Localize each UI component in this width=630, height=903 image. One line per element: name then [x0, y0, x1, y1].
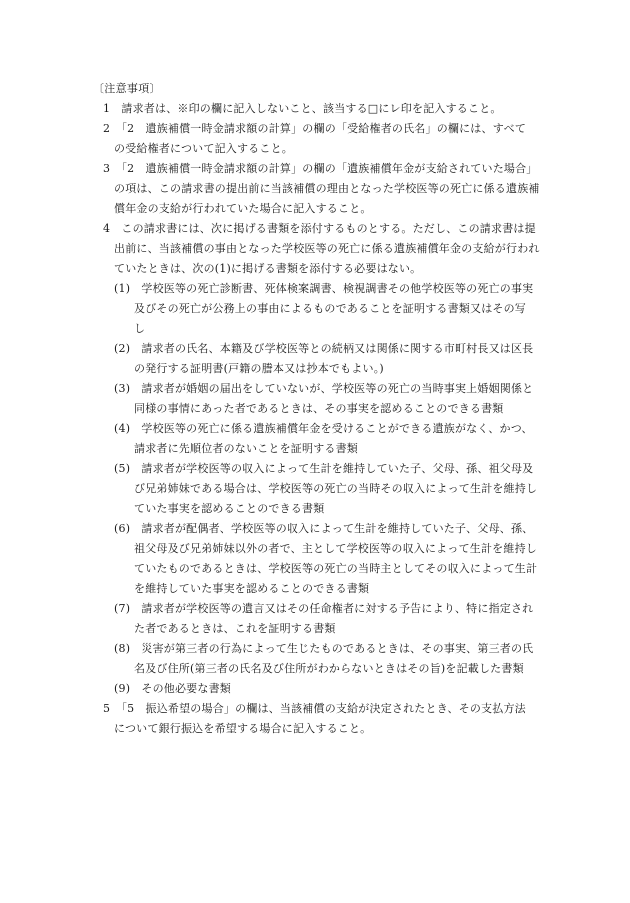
note-3-line-1: 3 「2 遺族補償一時金請求額の計算」の欄の「遺族補償年金が支給されていた場合」 — [103, 162, 538, 175]
item-3-line-2: 同様の事情にあった者であるときは、その事実を認めることのできる書類 — [134, 402, 504, 415]
item-4-line-1: (4) 学校医等の死亡に係る遺族補償年金を受けることができる遺族がなく、かつ、 — [114, 422, 533, 435]
notes-heading: 〔注意事項〕 — [93, 82, 161, 95]
item-1-line-2: 及びその死亡が公務上の事由によるものであることを証明する書類又はその写 — [134, 302, 526, 315]
item-5-line-1: (5) 請求者が学校医等の収入によって生計を維持していた子、父母、孫、祖父母及 — [114, 462, 534, 475]
item-2-line-2: の発行する証明書(戸籍の謄本又は抄本でもよい。) — [134, 362, 384, 375]
item-8-line-1: (8) 災害が第三者の行為によって生じたものであるときは、その事実、第三者の氏 — [114, 642, 534, 655]
note-3-line-3: 償年金の支給が行われていた場合に記入すること。 — [114, 202, 372, 215]
note-1-line-1: 1 請求者は、※印の欄に記入しないこと、該当する□にレ印を記入すること。 — [103, 102, 502, 115]
item-8-line-2: 名及び住所(第三者の氏名及び住所がわからないときはその旨)を記載した書類 — [134, 662, 524, 675]
note-5-line-2: について銀行振込を希望する場合に記入すること。 — [114, 722, 372, 735]
note-3-line-2: の項は、この請求書の提出前に当該補償の理由となった学校医等の死亡に係る遺族補 — [114, 182, 540, 195]
item-1-line-3: し — [134, 322, 146, 335]
item-6-line-3: ていたものであるときは、学校医等の死亡の当時主としてその収入によって生計 — [134, 562, 538, 575]
item-7-line-1: (7) 請求者が学校医等の遺言又はその任命権者に対する予告により、特に指定され — [114, 602, 534, 615]
item-3-line-1: (3) 請求者が婚姻の届出をしていないが、学校医等の死亡の当時事実上婚姻関係と — [114, 382, 534, 395]
item-2-line-1: (2) 請求者の氏名、本籍及び学校医等との続柄又は関係に関する市町村長又は区長 — [114, 342, 534, 355]
item-1-line-1: (1) 学校医等の死亡診断書、死体検案調書、検視調書その他学校医等の死亡の事実 — [114, 282, 534, 295]
item-5-line-3: ていた事実を認めることのできる書類 — [134, 502, 325, 515]
item-7-line-2: た者であるときは、これを証明する書類 — [134, 622, 336, 635]
note-4-line-2: 出前に、当該補償の事由となった学校医等の死亡に係る遺族補償年金の支給が行われ — [114, 242, 540, 255]
item-5-line-2: び兄弟姉妹である場合は、学校医等の死亡の当時その収入によって生計を維持し — [134, 482, 538, 495]
item-4-line-2: 請求者に先順位者のないことを証明する書類 — [134, 442, 358, 455]
item-6-line-4: を維持していた事実を認めることのできる書類 — [134, 582, 370, 595]
note-5-line-1: 5 「5 振込希望の場合」の欄は、当該補償の支給が決定されたとき、その支払方法 — [103, 702, 526, 715]
note-4-line-3: ていたときは、次の(1)に掲げる書類を添付する必要はない。 — [114, 262, 422, 275]
item-6-line-1: (6) 請求者が配偶者、学校医等の収入によって生計を維持していた子、父母、孫、 — [114, 522, 534, 535]
note-2-line-2: の受給権者について記入すること。 — [114, 142, 293, 155]
item-6-line-2: 祖父母及び兄弟姉妹以外の者で、主として学校医等の収入によって生計を維持し — [134, 542, 537, 555]
item-9-line-1: (9) その他必要な書類 — [114, 682, 231, 695]
note-4-line-1: 4 この請求書には、次に掲げる書類を添付するものとする。ただし、この請求書は提 — [103, 222, 536, 235]
note-2-line-1: 2 「2 遺族補償一時金請求額の計算」の欄の「受給権者の氏名」の欄には、すべて — [103, 122, 527, 135]
